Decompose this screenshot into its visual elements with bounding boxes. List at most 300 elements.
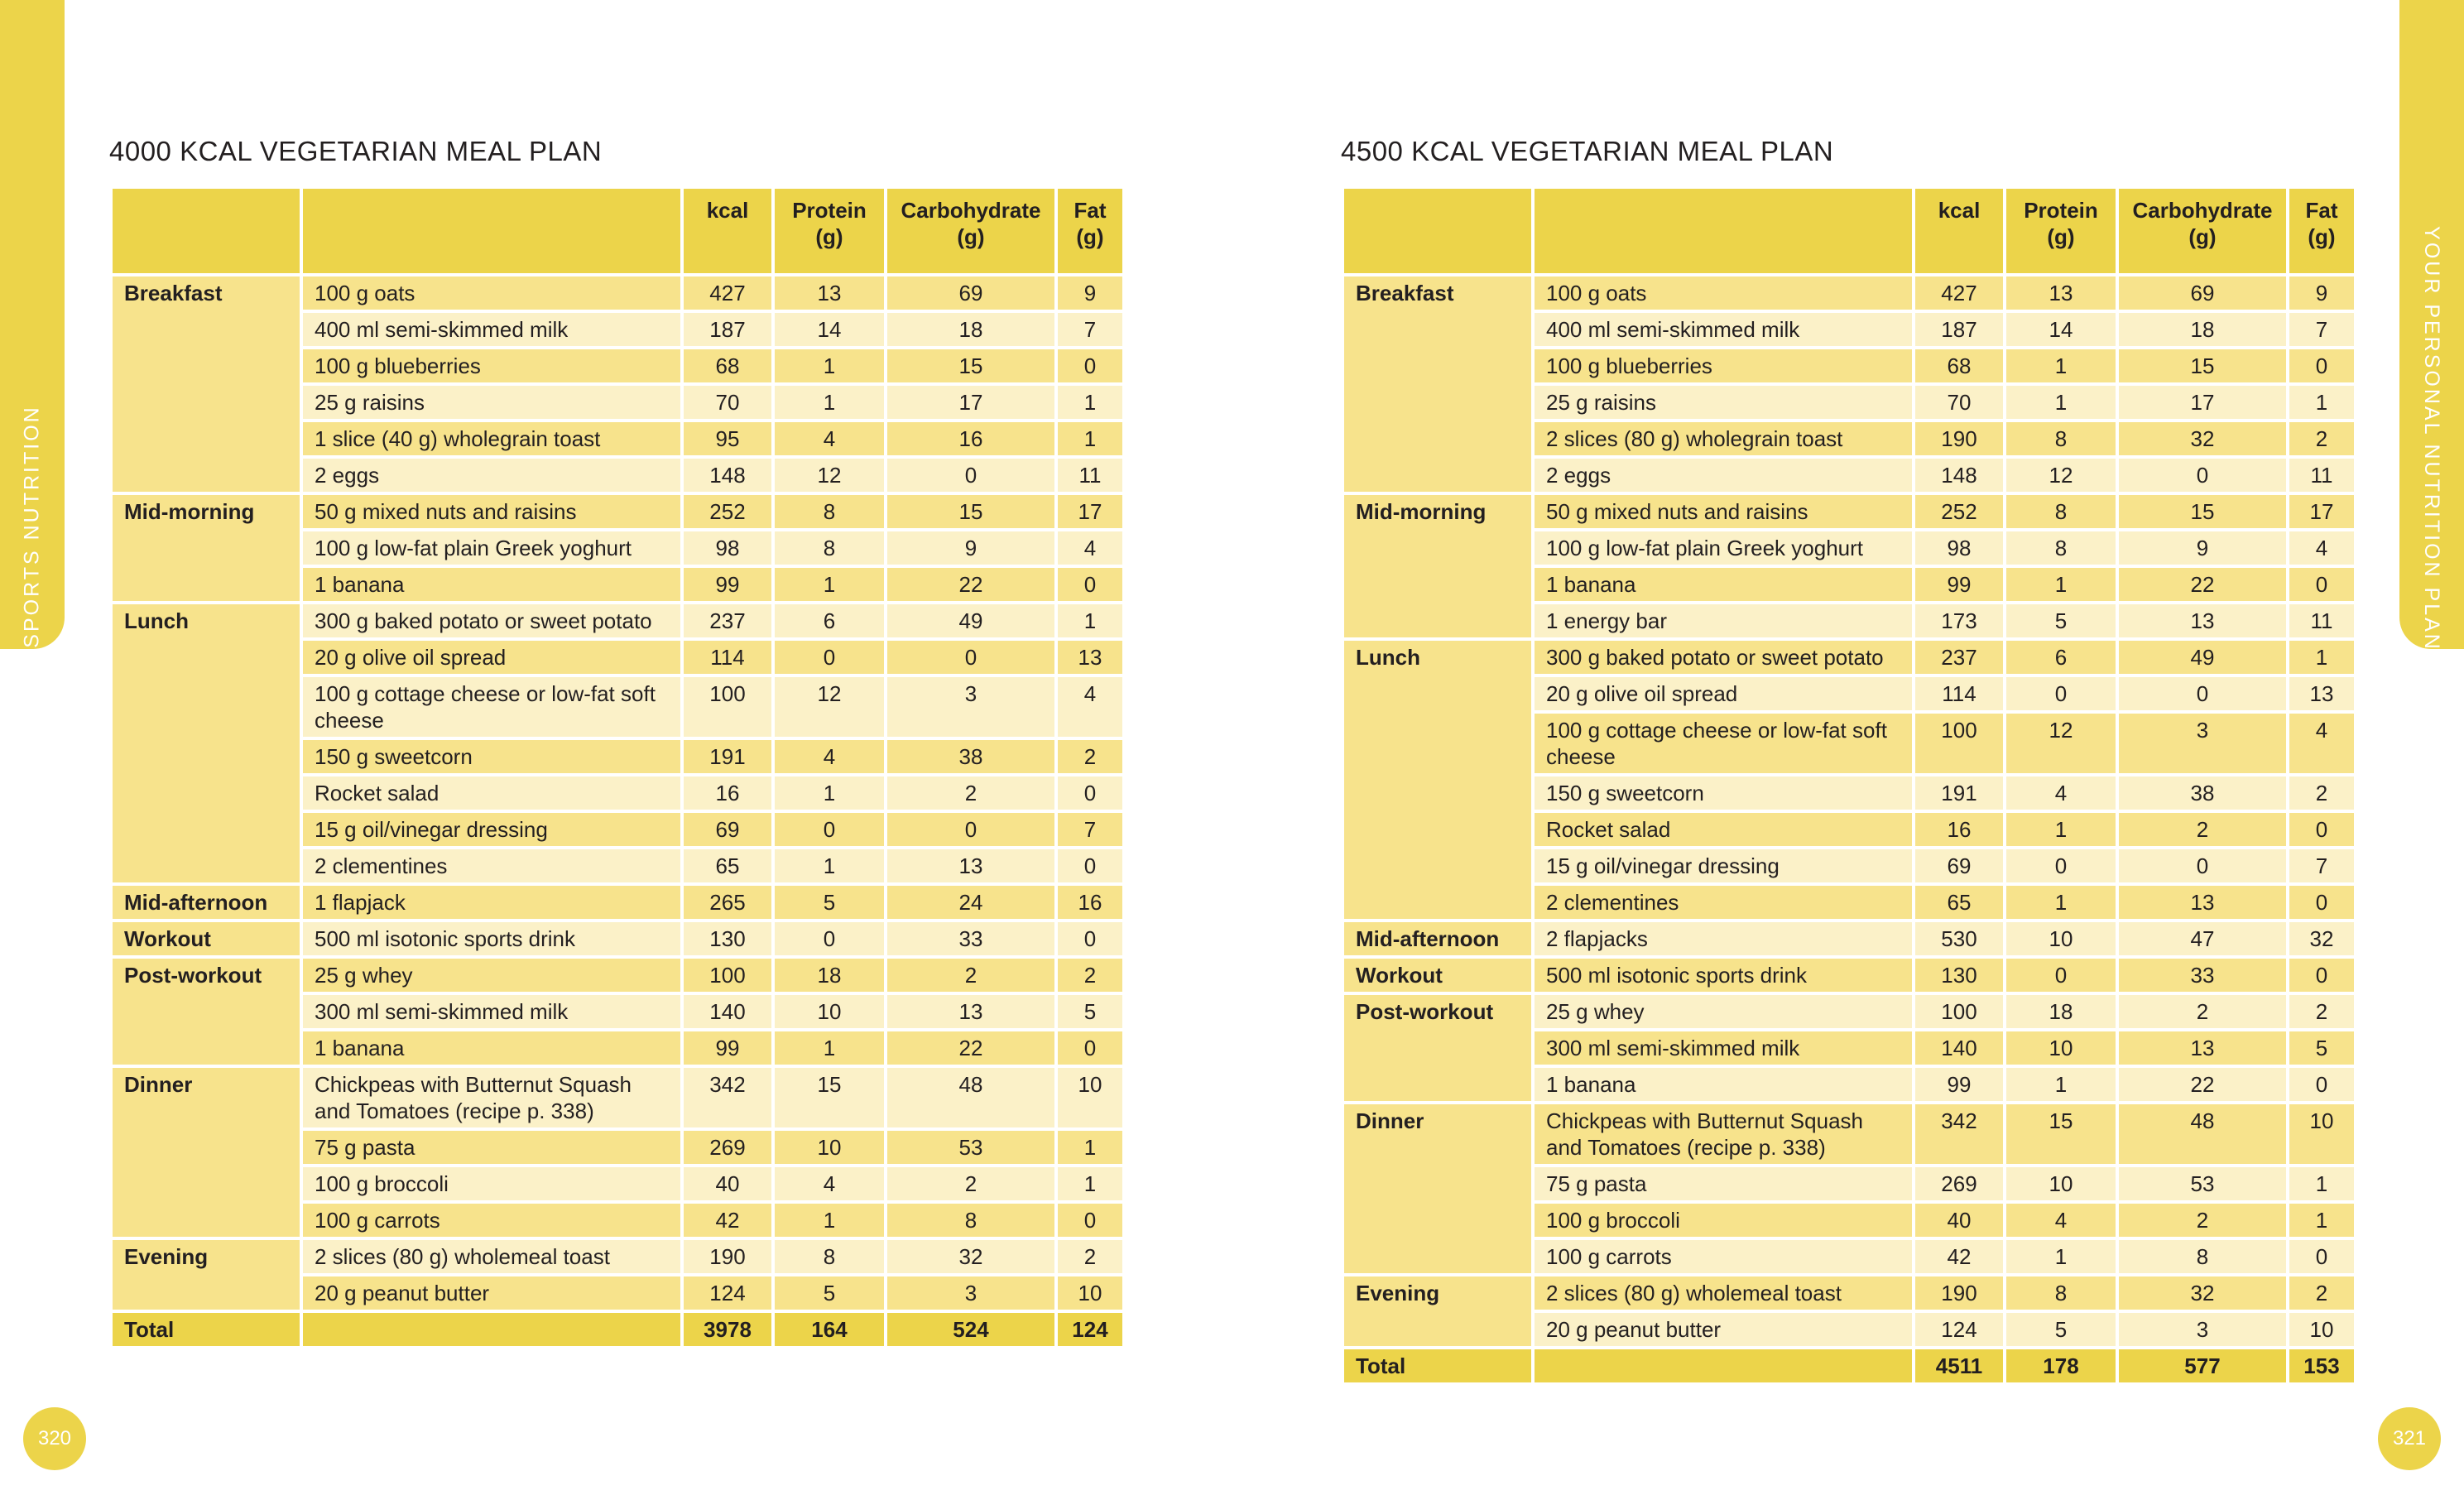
fat-column-header: Fat (g) — [1056, 187, 1124, 275]
food-item: 400 ml semi-skimmed milk — [1533, 311, 1914, 348]
carbohydrate-value: 22 — [886, 566, 1056, 603]
kcal-value: 191 — [682, 738, 773, 775]
protein-value: 12 — [773, 675, 886, 738]
food-item: 100 g broccoli — [301, 1166, 682, 1202]
carbohydrate-value: 38 — [2117, 775, 2288, 811]
carbohydrate-value: 33 — [2117, 957, 2288, 993]
kcal-value: 65 — [1914, 884, 2005, 921]
protein-value: 4 — [773, 421, 886, 457]
fat-value: 0 — [2288, 1066, 2356, 1103]
food-item: 75 g pasta — [301, 1129, 682, 1166]
protein-column-header: Protein (g) — [773, 187, 886, 275]
food-item: 50 g mixed nuts and raisins — [301, 493, 682, 530]
meal-plan-table — [1341, 185, 2357, 1386]
protein-value: 12 — [773, 457, 886, 493]
food-item: 2 clementines — [301, 848, 682, 884]
fat-value: 1 — [1056, 1166, 1124, 1202]
fat-value: 32 — [2288, 921, 2356, 957]
food-item: 150 g sweetcorn — [301, 738, 682, 775]
food-item: 20 g peanut butter — [301, 1275, 682, 1311]
carbohydrate-value: 38 — [886, 738, 1056, 775]
kcal-value: 342 — [682, 1066, 773, 1129]
food-item: 25 g raisins — [1533, 384, 1914, 421]
table-row — [1342, 639, 2356, 675]
fat-value: 11 — [2288, 603, 2356, 639]
kcal-value: 252 — [682, 493, 773, 530]
kcal-value: 191 — [1914, 775, 2005, 811]
carbohydrate-value: 69 — [886, 275, 1056, 311]
kcal-value: 342 — [1914, 1103, 2005, 1166]
fat-value: 0 — [2288, 1238, 2356, 1275]
protein-value: 4 — [2005, 1202, 2117, 1238]
total-row — [1342, 1348, 2356, 1384]
kcal-value: 100 — [1914, 993, 2005, 1030]
fat-value: 1 — [1056, 603, 1124, 639]
protein-value: 1 — [2005, 1238, 2117, 1275]
protein-value: 1 — [773, 384, 886, 421]
carbohydrate-value: 0 — [2117, 848, 2288, 884]
food-item: 15 g oil/vinegar dressing — [1533, 848, 1914, 884]
carbohydrate-value: 13 — [886, 993, 1056, 1030]
carbohydrate-value: 22 — [2117, 566, 2288, 603]
food-item: 25 g whey — [301, 957, 682, 993]
protein-value: 15 — [773, 1066, 886, 1129]
fat-value: 16 — [1056, 884, 1124, 921]
fat-value: 0 — [2288, 811, 2356, 848]
protein-value: 0 — [773, 921, 886, 957]
protein-value: 4 — [2005, 775, 2117, 811]
kcal-value: 99 — [1914, 566, 2005, 603]
meal-name: Evening — [111, 1238, 301, 1311]
food-item: 1 slice (40 g) wholegrain toast — [301, 421, 682, 457]
kcal-value: 114 — [1914, 675, 2005, 712]
carbohydrate-value: 9 — [886, 530, 1056, 566]
kcal-value: 148 — [682, 457, 773, 493]
fat-value: 0 — [1056, 921, 1124, 957]
kcal-value: 95 — [682, 421, 773, 457]
carbohydrate-value: 49 — [886, 603, 1056, 639]
kcal-value: 99 — [682, 1030, 773, 1066]
carbohydrate-value: 2 — [886, 775, 1056, 811]
meal-name: Dinner — [1342, 1103, 1533, 1275]
fat-value: 4 — [1056, 530, 1124, 566]
right-margin-label: YOUR PERSONAL NUTRITION PLAN — [2420, 226, 2444, 651]
fat-value: 13 — [2288, 675, 2356, 712]
total-fat: 153 — [2288, 1348, 2356, 1384]
protein-value: 1 — [773, 848, 886, 884]
carbohydrate-value: 53 — [886, 1129, 1056, 1166]
kcal-value: 16 — [1914, 811, 2005, 848]
fat-value: 7 — [2288, 848, 2356, 884]
food-item: 20 g peanut butter — [1533, 1311, 1914, 1348]
food-item: 100 g cottage cheese or low-fat soft cheese — [1533, 712, 1914, 775]
food-item: 100 g carrots — [1533, 1238, 1914, 1275]
carbohydrate-value: 15 — [2117, 493, 2288, 530]
fat-value: 2 — [1056, 957, 1124, 993]
protein-value: 1 — [2005, 566, 2117, 603]
fat-value: 0 — [1056, 1030, 1124, 1066]
total-fat: 124 — [1056, 1311, 1124, 1348]
fat-value: 4 — [2288, 712, 2356, 775]
food-item: 300 ml semi-skimmed milk — [301, 993, 682, 1030]
carbohydrate-value: 18 — [886, 311, 1056, 348]
meal-name: Workout — [111, 921, 301, 957]
fat-value: 13 — [1056, 639, 1124, 675]
protein-value: 1 — [2005, 1066, 2117, 1103]
protein-value: 6 — [2005, 639, 2117, 675]
fat-value: 10 — [1056, 1066, 1124, 1129]
food-item: Rocket salad — [1533, 811, 1914, 848]
kcal-value: 100 — [1914, 712, 2005, 775]
food-item: 2 eggs — [1533, 457, 1914, 493]
food-column-header — [301, 187, 682, 275]
kcal-value: 148 — [1914, 457, 2005, 493]
fat-value: 2 — [1056, 1238, 1124, 1275]
fat-value: 1 — [1056, 1129, 1124, 1166]
carbohydrate-value: 2 — [886, 1166, 1056, 1202]
carbohydrate-value: 8 — [886, 1202, 1056, 1238]
food-item: 100 g broccoli — [1533, 1202, 1914, 1238]
fat-value: 11 — [2288, 457, 2356, 493]
protein-value: 0 — [2005, 848, 2117, 884]
food-item: 2 clementines — [1533, 884, 1914, 921]
kcal-value: 65 — [682, 848, 773, 884]
carbohydrate-value: 16 — [886, 421, 1056, 457]
kcal-value: 99 — [1914, 1066, 2005, 1103]
meal-name: Post-workout — [111, 957, 301, 1066]
food-item: 100 g low-fat plain Greek yoghurt — [1533, 530, 1914, 566]
fat-value: 2 — [1056, 738, 1124, 775]
kcal-value: 68 — [1914, 348, 2005, 384]
food-item: 150 g sweetcorn — [1533, 775, 1914, 811]
table-row — [1342, 275, 2356, 311]
protein-column-header: Protein (g) — [2005, 187, 2117, 275]
kcal-value: 100 — [682, 675, 773, 738]
food-item: 400 ml semi-skimmed milk — [301, 311, 682, 348]
protein-value: 18 — [773, 957, 886, 993]
fat-value: 5 — [1056, 993, 1124, 1030]
kcal-value: 68 — [682, 348, 773, 384]
carbohydrate-value: 0 — [2117, 675, 2288, 712]
kcal-value: 187 — [682, 311, 773, 348]
food-item: 500 ml isotonic sports drink — [301, 921, 682, 957]
fat-value: 0 — [1056, 775, 1124, 811]
protein-value: 15 — [2005, 1103, 2117, 1166]
table-row — [1342, 993, 2356, 1030]
protein-value: 1 — [773, 348, 886, 384]
food-item: 75 g pasta — [1533, 1166, 1914, 1202]
protein-value: 6 — [773, 603, 886, 639]
carbohydrate-value: 32 — [2117, 1275, 2288, 1311]
kcal-value: 40 — [1914, 1202, 2005, 1238]
food-item: 2 flapjacks — [1533, 921, 1914, 957]
fat-value: 17 — [2288, 493, 2356, 530]
protein-value: 13 — [2005, 275, 2117, 311]
food-item: 300 g baked potato or sweet potato — [1533, 639, 1914, 675]
fat-value: 0 — [1056, 848, 1124, 884]
fat-value: 0 — [2288, 348, 2356, 384]
carbohydrate-value: 3 — [886, 1275, 1056, 1311]
carbohydrate-value: 32 — [2117, 421, 2288, 457]
food-item: 500 ml isotonic sports drink — [1533, 957, 1914, 993]
total-label: Total — [111, 1311, 301, 1348]
kcal-value: 114 — [682, 639, 773, 675]
fat-value: 10 — [2288, 1311, 2356, 1348]
plan-title: 4500 KCAL VEGETARIAN MEAL PLAN — [1341, 136, 1834, 166]
food-item: 1 banana — [301, 566, 682, 603]
meal-name: Breakfast — [1342, 275, 1533, 493]
carbohydrate-value: 22 — [2117, 1066, 2288, 1103]
kcal-value: 252 — [1914, 493, 2005, 530]
protein-value: 1 — [773, 566, 886, 603]
protein-value: 5 — [2005, 603, 2117, 639]
fat-value: 0 — [2288, 884, 2356, 921]
carbohydrate-value: 13 — [2117, 884, 2288, 921]
protein-value: 1 — [773, 775, 886, 811]
food-item: 25 g raisins — [301, 384, 682, 421]
fat-value: 0 — [2288, 566, 2356, 603]
meal-name: Evening — [1342, 1275, 1533, 1348]
carbohydrate-value: 8 — [2117, 1238, 2288, 1275]
carbohydrate-value: 33 — [886, 921, 1056, 957]
carbohydrate-value: 0 — [886, 811, 1056, 848]
carbohydrate-value: 32 — [886, 1238, 1056, 1275]
protein-value: 8 — [2005, 493, 2117, 530]
protein-value: 1 — [2005, 348, 2117, 384]
protein-value: 1 — [2005, 384, 2117, 421]
carbohydrate-value: 17 — [2117, 384, 2288, 421]
page-number-right: 321 — [2378, 1407, 2441, 1470]
carbohydrate-value: 0 — [886, 639, 1056, 675]
protein-value: 8 — [773, 1238, 886, 1275]
total-row — [111, 1311, 1124, 1348]
protein-value: 10 — [2005, 1030, 2117, 1066]
fat-value: 2 — [2288, 421, 2356, 457]
table-row — [1342, 921, 2356, 957]
protein-value: 0 — [773, 811, 886, 848]
fat-value: 1 — [1056, 421, 1124, 457]
header-row — [1342, 187, 2356, 275]
fat-value: 1 — [1056, 384, 1124, 421]
table-row — [111, 1238, 1124, 1275]
meal-name: Mid-afternoon — [111, 884, 301, 921]
protein-value: 10 — [773, 1129, 886, 1166]
kcal-value: 124 — [682, 1275, 773, 1311]
carbohydrate-value: 15 — [2117, 348, 2288, 384]
meal-plan-4000 — [109, 134, 1122, 1349]
meal-column-header — [111, 187, 301, 275]
plan-title: 4000 KCAL VEGETARIAN MEAL PLAN — [109, 136, 603, 166]
carbohydrate-value: 0 — [2117, 457, 2288, 493]
kcal-value: 42 — [682, 1202, 773, 1238]
carbohydrate-value: 24 — [886, 884, 1056, 921]
kcal-value: 100 — [682, 957, 773, 993]
protein-value: 5 — [773, 1275, 886, 1311]
header-row — [111, 187, 1124, 275]
food-item: 300 g baked potato or sweet potato — [301, 603, 682, 639]
fat-value: 0 — [2288, 957, 2356, 993]
kcal-value: 187 — [1914, 311, 2005, 348]
protein-value: 0 — [773, 639, 886, 675]
kcal-value: 190 — [682, 1238, 773, 1275]
food-item: Rocket salad — [301, 775, 682, 811]
kcal-column-header: kcal — [1914, 187, 2005, 275]
carbohydrate-value: 13 — [886, 848, 1056, 884]
carbohydrate-value: 49 — [2117, 639, 2288, 675]
protein-value: 13 — [773, 275, 886, 311]
kcal-value: 427 — [1914, 275, 2005, 311]
meal-name: Lunch — [111, 603, 301, 884]
table-row — [1342, 957, 2356, 993]
fat-value: 1 — [2288, 1202, 2356, 1238]
protein-value: 4 — [773, 738, 886, 775]
carbohydrate-value: 2 — [2117, 1202, 2288, 1238]
table-row — [111, 921, 1124, 957]
carbohydrate-value: 47 — [2117, 921, 2288, 957]
fat-value: 1 — [2288, 1166, 2356, 1202]
food-item: Chickpeas with Butternut Squash and Tomatoes (recipe p. 338) — [301, 1066, 682, 1129]
carbohydrate-value: 3 — [2117, 1311, 2288, 1348]
fat-value: 1 — [2288, 639, 2356, 675]
protein-value: 1 — [2005, 811, 2117, 848]
protein-value: 10 — [2005, 1166, 2117, 1202]
meal-name: Mid-afternoon — [1342, 921, 1533, 957]
meal-column-header — [1342, 187, 1533, 275]
food-item: 25 g whey — [1533, 993, 1914, 1030]
carbohydrate-value: 69 — [2117, 275, 2288, 311]
page-number-left: 320 — [23, 1407, 86, 1470]
fat-value: 17 — [1056, 493, 1124, 530]
protein-value: 14 — [773, 311, 886, 348]
protein-value: 0 — [2005, 675, 2117, 712]
food-item: 100 g blueberries — [301, 348, 682, 384]
food-item: 1 banana — [301, 1030, 682, 1066]
food-item: 1 banana — [1533, 566, 1914, 603]
total-spacer — [1533, 1348, 1914, 1384]
kcal-value: 70 — [1914, 384, 2005, 421]
total-label: Total — [1342, 1348, 1533, 1384]
food-item: 15 g oil/vinegar dressing — [301, 811, 682, 848]
total-kcal: 3978 — [682, 1311, 773, 1348]
meal-name: Dinner — [111, 1066, 301, 1238]
kcal-value: 427 — [682, 275, 773, 311]
food-item: 100 g blueberries — [1533, 348, 1914, 384]
carbohydrate-value: 9 — [2117, 530, 2288, 566]
kcal-value: 130 — [682, 921, 773, 957]
table-row — [111, 275, 1124, 311]
table-row — [1342, 493, 2356, 530]
fat-value: 1 — [2288, 384, 2356, 421]
kcal-value: 98 — [1914, 530, 2005, 566]
meal-name: Mid-morning — [111, 493, 301, 603]
meal-name: Mid-morning — [1342, 493, 1533, 639]
total-spacer — [301, 1311, 682, 1348]
protein-value: 5 — [2005, 1311, 2117, 1348]
protein-value: 12 — [2005, 457, 2117, 493]
food-item: 100 g low-fat plain Greek yoghurt — [301, 530, 682, 566]
protein-value: 4 — [773, 1166, 886, 1202]
kcal-value: 69 — [1914, 848, 2005, 884]
carbohydrate-value: 0 — [886, 457, 1056, 493]
kcal-value: 140 — [682, 993, 773, 1030]
protein-value: 18 — [2005, 993, 2117, 1030]
protein-value: 8 — [2005, 530, 2117, 566]
carbohydrate-value: 13 — [2117, 1030, 2288, 1066]
kcal-value: 237 — [1914, 639, 2005, 675]
fat-value: 10 — [2288, 1103, 2356, 1166]
carbohydrate-value: 2 — [2117, 811, 2288, 848]
table-row — [1342, 1275, 2356, 1311]
kcal-value: 16 — [682, 775, 773, 811]
carbohydrate-value: 48 — [886, 1066, 1056, 1129]
protein-value: 8 — [2005, 1275, 2117, 1311]
food-item: 20 g olive oil spread — [301, 639, 682, 675]
meal-plan-4500 — [1341, 134, 2354, 1386]
table-row — [111, 603, 1124, 639]
food-item: 50 g mixed nuts and raisins — [1533, 493, 1914, 530]
meal-name: Lunch — [1342, 639, 1533, 921]
food-item: 1 flapjack — [301, 884, 682, 921]
food-item: 100 g oats — [1533, 275, 1914, 311]
fat-value: 9 — [2288, 275, 2356, 311]
fat-value: 0 — [1056, 566, 1124, 603]
protein-value: 8 — [773, 530, 886, 566]
food-item: 100 g cottage cheese or low-fat soft cheese — [301, 675, 682, 738]
carbohydrate-value: 17 — [886, 384, 1056, 421]
fat-column-header: Fat (g) — [2288, 187, 2356, 275]
carbohydrate-value: 3 — [886, 675, 1056, 738]
total-carbohydrate: 577 — [2117, 1348, 2288, 1384]
food-item: 2 slices (80 g) wholemeal toast — [1533, 1275, 1914, 1311]
food-item: 2 slices (80 g) wholemeal toast — [301, 1238, 682, 1275]
table-row — [111, 884, 1124, 921]
carbohydrate-column-header: Carbohydrate (g) — [2117, 187, 2288, 275]
carbohydrate-value: 15 — [886, 493, 1056, 530]
fat-value: 2 — [2288, 993, 2356, 1030]
protein-value: 10 — [773, 993, 886, 1030]
table-row — [1342, 1103, 2356, 1166]
fat-value: 7 — [1056, 311, 1124, 348]
kcal-value: 69 — [682, 811, 773, 848]
protein-value: 10 — [2005, 921, 2117, 957]
protein-value: 5 — [773, 884, 886, 921]
table-row — [111, 493, 1124, 530]
carbohydrate-value: 2 — [2117, 993, 2288, 1030]
protein-value: 1 — [2005, 884, 2117, 921]
meal-name: Breakfast — [111, 275, 301, 493]
fat-value: 11 — [1056, 457, 1124, 493]
kcal-value: 173 — [1914, 603, 2005, 639]
kcal-value: 98 — [682, 530, 773, 566]
kcal-column-header: kcal — [682, 187, 773, 275]
protein-value: 8 — [2005, 421, 2117, 457]
meal-plan-table — [109, 185, 1126, 1349]
fat-value: 0 — [1056, 348, 1124, 384]
kcal-value: 190 — [1914, 421, 2005, 457]
kcal-value: 530 — [1914, 921, 2005, 957]
fat-value: 0 — [1056, 1202, 1124, 1238]
food-item: 100 g carrots — [301, 1202, 682, 1238]
table-row — [111, 957, 1124, 993]
food-column-header — [1533, 187, 1914, 275]
food-item: 300 ml semi-skimmed milk — [1533, 1030, 1914, 1066]
food-item: 100 g oats — [301, 275, 682, 311]
protein-value: 1 — [773, 1202, 886, 1238]
fat-value: 7 — [1056, 811, 1124, 848]
protein-value: 8 — [773, 493, 886, 530]
carbohydrate-value: 13 — [2117, 603, 2288, 639]
fat-value: 2 — [2288, 1275, 2356, 1311]
